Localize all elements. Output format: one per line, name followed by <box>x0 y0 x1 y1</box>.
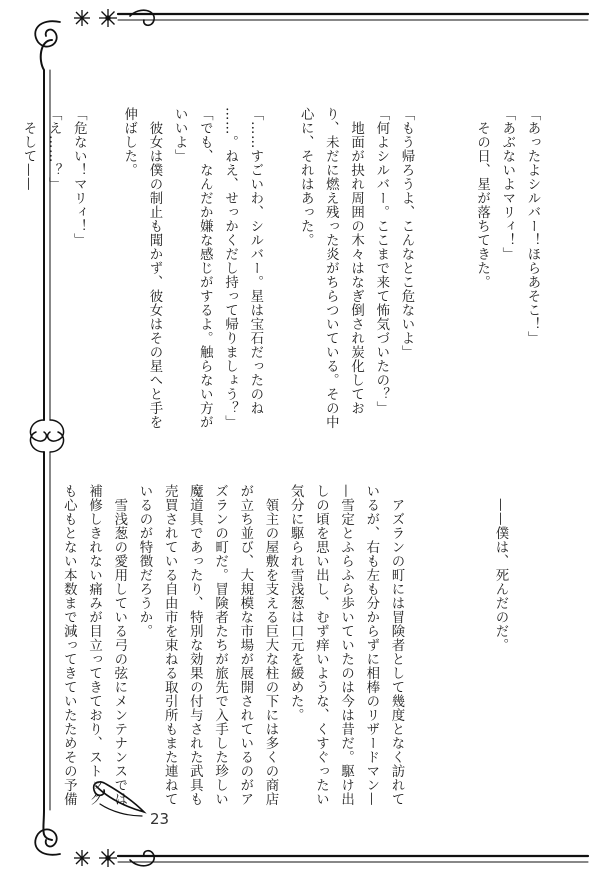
text-line: アズランの町には冒険者として幾度となく訪れて <box>389 484 404 806</box>
text-line: 領主の屋敷を支える巨大な柱の下には多くの商店 <box>262 484 278 806</box>
page-number: 23 <box>150 810 170 828</box>
text-line: 「え……？」 <box>46 107 62 191</box>
text-line: ズランの町だ。冒険者たちが旅先で入手した珍しい <box>212 484 228 806</box>
text-line: その日、星が落ちてきた。 <box>474 107 490 289</box>
text-line <box>91 107 116 437</box>
text-line: そして—— <box>20 107 36 191</box>
text-line: 「危ない！マリィ！」 <box>71 107 87 247</box>
text-line: 心に、それはあった。 <box>298 107 314 247</box>
text-block-bottom <box>56 484 409 814</box>
text-line: 雪浅葱の愛用している弓の弦にメンテナンスでは <box>111 484 127 806</box>
text-line: 魔道具であったり、特別な効果の付与された武具も <box>187 484 203 806</box>
text-line: いるが、右も左も分からずに相棒のリザードマン— <box>363 484 379 806</box>
text-line: —雪定とふらふら歩いていたのは今は昔だ。駆け出 <box>338 484 354 806</box>
text-line: 気分に駆られ雪浅葱は口元を緩めた。 <box>288 484 304 722</box>
text-block-top <box>16 107 545 437</box>
text-line: いいよ」 <box>172 107 188 163</box>
text-line: 彼女は僕の制止も聞かず、彼女はその星へと手を <box>146 107 162 429</box>
text-line: 「何よシルバー。ここまで来て怖気づいたの？」 <box>373 107 389 415</box>
text-line: 地面が抉れ周囲の木々はなぎ倒され炭化してお <box>348 107 364 415</box>
text-line: も心もとない本数まで減ってきていたためその予備 <box>61 484 77 806</box>
text-line: 売買されている自由市を束ねる取引所もまた連ねて <box>162 484 178 806</box>
text-line: 「もう帰ろうよ、こんなとこ危ないよ」 <box>398 107 414 359</box>
text-line: しの頃を思い出し、むず痒いような、くすぐったい <box>313 484 329 806</box>
text-block-bottom-right <box>488 484 513 814</box>
text-line <box>268 107 293 437</box>
text-line <box>444 107 469 437</box>
text-line: り、未だに燃え残った炎がちらついている。その中 <box>323 107 339 429</box>
text-line: ——僕は、死んだのだ。 <box>493 484 508 652</box>
text-line: が立ち並び、大規模な市場が展開されているのがア <box>237 484 253 806</box>
text-line: 「あぶないよマリィ！」 <box>499 107 515 261</box>
text-line: 伸ばした。 <box>121 107 137 177</box>
text-line: ……。ねえ、せっかくだし持って帰りましょう？」 <box>222 107 238 429</box>
text-line: 補修しきれない痛みが目立ってきており、ストック <box>86 484 102 806</box>
text-line: 「でも、なんだか嫌な感じがするよ。触らない方が <box>197 107 213 429</box>
text-line: 「……すごいわ、シルバー。星は宝石だったのね <box>247 107 263 415</box>
text-line: 「あったよシルバー！ほらあそこ！」 <box>525 107 540 345</box>
text-line: いるのが特徴だろうか。 <box>136 484 152 638</box>
text-line <box>419 107 444 437</box>
